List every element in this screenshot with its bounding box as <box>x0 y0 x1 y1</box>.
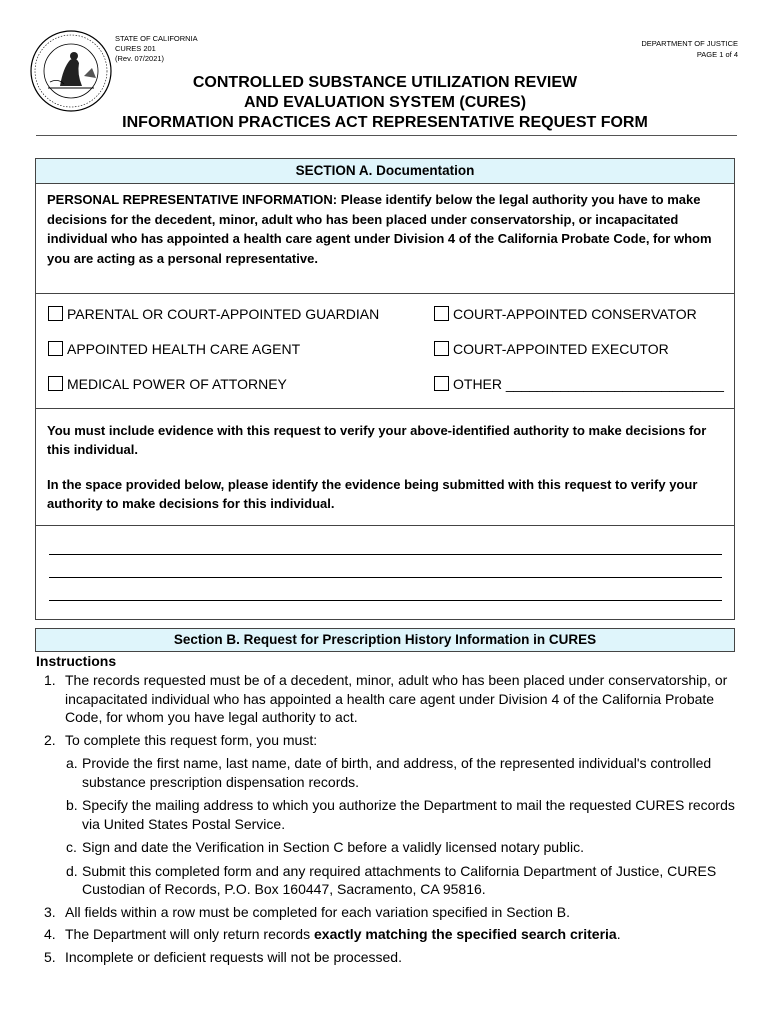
health-agent-checkbox[interactable] <box>48 341 63 356</box>
section-a-divider <box>36 293 734 294</box>
sub-item-text: Provide the first name, last name, date of birth, and address, of the represented individual's controlled substance prescription dispensation records. <box>82 755 712 790</box>
health-agent-label: APPOINTED HEALTH CARE AGENT <box>67 341 301 357</box>
other-checkbox[interactable] <box>434 376 449 391</box>
list-item <box>36 731 736 750</box>
item-text: The records requested must be of a decedent, minor, adult who has been placed under conservatorship, or incapacitated individual who has appointed a health care agent under Division 4 of the California Probate Code, for whom you have legal authority to act. <box>65 672 728 725</box>
other-label: OTHER ____________________________ <box>453 376 724 392</box>
item-text: Incomplete or deficient requests will not be processed. <box>65 948 402 965</box>
title-line-2: AND EVALUATION SYSTEM (CURES) <box>243 94 527 111</box>
revision-date: (Rev. 07/2021) <box>115 54 165 63</box>
option-health-agent[interactable] <box>48 340 300 358</box>
sub-item-text: Sign and date the Verification in Section C before a validly licensed notary public. <box>82 839 584 855</box>
sub-item-text: Submit this completed form and any required attachments to California Department of Justice, CURES Custodian of Records, P.O. Box 160447, Sacramento, CA 95816. <box>82 862 717 897</box>
page-number: PAGE 1 of 4 <box>696 50 738 59</box>
section-a-heading: SECTION A. Documentation <box>36 159 734 184</box>
title-line-3: INFORMATION PRACTICES ACT REPRESENTATIVE REQUEST FORM <box>122 114 648 131</box>
executor-checkbox[interactable] <box>434 341 449 356</box>
item-number: 5. <box>44 948 56 965</box>
instructions-title: Instructions <box>36 653 117 669</box>
sub-item <box>36 796 736 833</box>
conservator-label: COURT-APPOINTED CONSERVATOR <box>453 306 697 322</box>
form-number: CURES 201 <box>115 44 156 53</box>
instructions-list <box>36 671 736 966</box>
state-label: STATE OF CALIFORNIA <box>115 34 198 43</box>
item-number: 1. <box>44 672 56 688</box>
sub-item <box>36 838 736 857</box>
option-poa[interactable] <box>48 375 287 393</box>
item-text: To complete this request form, you must: <box>65 731 318 748</box>
sub-item-text: Specify the mailing address to which you authorize the Department to mail the requested CURES records via United States Postal Service. <box>82 797 735 832</box>
list-item <box>36 925 736 944</box>
evidence-line-1[interactable] <box>49 554 722 555</box>
sub-item <box>36 754 736 791</box>
option-executor[interactable] <box>434 340 669 358</box>
evidence-line-3[interactable] <box>49 600 722 601</box>
sub-item-letter: d. <box>66 862 78 879</box>
item-number: 3. <box>44 903 56 920</box>
executor-label: COURT-APPOINTED EXECUTOR <box>453 341 669 357</box>
item-number: 4. <box>44 926 56 942</box>
sub-item-letter: a. <box>66 755 78 771</box>
poa-checkbox[interactable] <box>48 376 63 391</box>
section-b-heading: Section B. Request for Prescription History Information in CURES <box>35 628 735 652</box>
guardian-label: PARENTAL OR COURT-APPOINTED GUARDIAN <box>67 306 380 322</box>
sub-item-letter: c. <box>66 839 77 855</box>
title-line-1: CONTROLLED SUBSTANCE UTILIZATION REVIEW <box>192 74 578 91</box>
form-header-right <box>641 38 738 60</box>
item-text-emphasis: exactly matching the specified search criteria <box>314 926 617 942</box>
evidence-note: You must include evidence with this request to verify your above-identified authority to make decisions for this individual. <box>47 423 707 457</box>
option-conservator[interactable] <box>434 305 697 323</box>
personal-representative-info: PERSONAL REPRESENTATIVE INFORMATION: Please identify below the legal authority you have to make decisions for the decedent, minor, adult who has been placed under conservatorship, or incapacitated individual who has appointed a health care agent under Division 4 of the California Probate Code, for whom you are acting as a personal representative. <box>47 192 712 266</box>
conservator-checkbox[interactable] <box>434 306 449 321</box>
option-other[interactable] <box>434 375 724 393</box>
list-item <box>36 903 736 922</box>
poa-label: MEDICAL POWER OF ATTORNEY <box>67 376 287 392</box>
department-label: DEPARTMENT OF JUSTICE <box>641 39 738 48</box>
list-item <box>36 671 736 727</box>
section-a-divider-2 <box>36 408 734 409</box>
section-a-divider-3 <box>36 525 734 526</box>
sub-item-letter: b. <box>66 797 78 813</box>
sub-item <box>36 862 736 899</box>
item-text-end: . <box>616 926 621 942</box>
item-number: 2. <box>44 731 56 748</box>
title-divider <box>36 135 737 136</box>
list-item <box>36 948 736 967</box>
form-title <box>36 73 734 133</box>
section-a <box>35 158 735 620</box>
option-guardian[interactable] <box>48 305 379 323</box>
guardian-checkbox[interactable] <box>48 306 63 321</box>
evidence-line-2[interactable] <box>49 577 722 578</box>
evidence-prompt: In the space provided below, please identify the evidence being submitted with this request to verify your authority to make decisions for this individual. <box>47 477 698 511</box>
form-header-left <box>115 34 198 64</box>
item-text: All fields within a row must be completed for each variation specified in Section B. <box>65 903 571 920</box>
item-text: The Department will only return records <box>65 926 314 942</box>
